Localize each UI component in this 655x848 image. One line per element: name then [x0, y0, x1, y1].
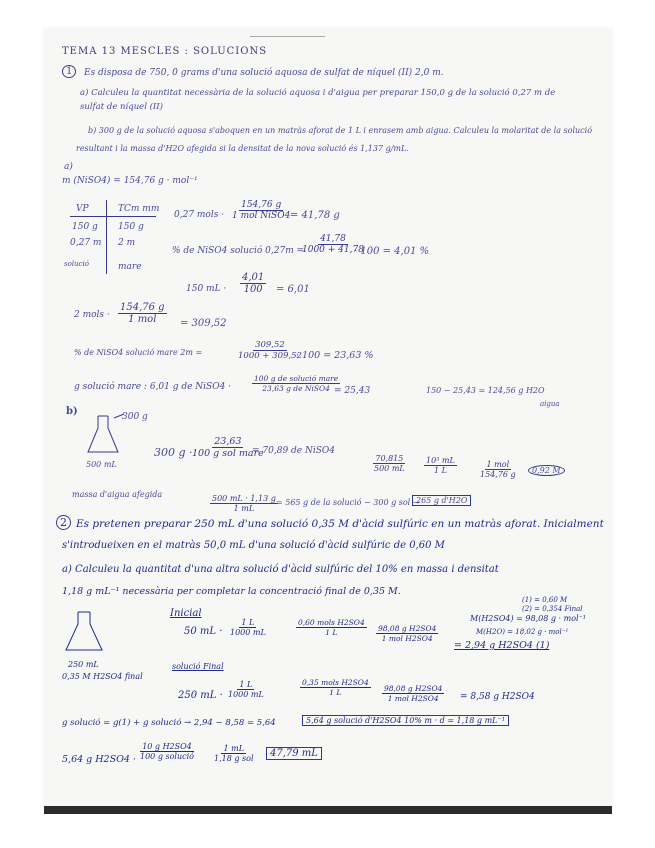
legend-4: M(H2O) = 18,02 g · mol⁻¹: [476, 628, 569, 636]
table-head-left: VP: [76, 204, 89, 214]
p2-calc4-fraction-2: 1 mL 1,18 g sol: [214, 744, 254, 763]
calc6-result: = 25,43: [334, 386, 371, 396]
table-head-right: TCm mm: [118, 204, 160, 214]
legend-3: M(H2SO4) = 98,08 g · mol⁻¹: [470, 614, 587, 623]
final-solution-label: solució Final: [172, 662, 224, 671]
calc9-label: massa d'aigua afegida: [72, 490, 163, 499]
p2-calc4-box: 47,79 mL: [266, 748, 322, 759]
p2-calc3: g solució = g(1) + g solució → 2,94 − 8,58 = 5,64: [62, 718, 276, 728]
calc1-fraction: 154,76 g 1 mol NiSO4: [232, 200, 291, 221]
calc7-prefix: 300 g ·: [154, 446, 193, 459]
calc8-fraction-2: $\frac{\text{10³ mL}}{1 L}$: [426, 456, 455, 475]
problem-2-statement-1: Es pretenen preparar 250 mL d'una solució 0,35 M d'àcid sulfúric en un matràs aforat. Inicialment: [76, 518, 604, 530]
calc8-fraction-1: $\frac{70,815}{500 mL}$: [374, 454, 405, 473]
calc8-fraction-3: 1 mol 154,76 g: [480, 460, 516, 479]
calc9-box: 265 g d'H2O: [412, 496, 471, 505]
calc5-prefix: % de NiSO4 solució mare 2m =: [74, 348, 203, 357]
table-row-3-left: solució: [64, 260, 89, 268]
p2-calc2-prefix: 250 mL ·: [178, 690, 223, 701]
table-row-1-left: 150 g: [72, 222, 98, 232]
table-row-1-right: 150 g: [118, 222, 144, 232]
p2-calc2-fraction-2: 0,35 mols H2SO4 1 L: [302, 678, 369, 697]
problem-2-statement-2: s'introdueixen en el matràs 50,0 mL d'una solució d'àcid sulfúric de 0,60 M: [62, 540, 445, 551]
problem-1-part-b-cont: resultant i la massa d'H2O afegida si la densitat de la nova solució és 1,137 g/mL.: [76, 144, 409, 153]
p2-calc4-fraction-1: 10 g H2SO4 100 g solució: [140, 742, 194, 761]
calc4-prefix: 2 mols ·: [74, 310, 110, 320]
problem-2-statement-3: a) Calculeu la quantitat d'una altra solució d'àcid sulfúric del 10% en massa i densitat: [62, 564, 499, 575]
calc6-fraction: 100 g de solució mare 23,63 g de NiSO4: [254, 374, 339, 393]
calc1-prefix: 0,27 mols ·: [174, 210, 225, 220]
flask-volume: 500 mL: [86, 460, 117, 469]
part-b-label: b): [66, 406, 78, 417]
p2-calc1-fraction-1: $\frac{1 L}{1000 mL}$: [230, 618, 266, 637]
molar-mass-niso4: m (NiSO4) = 154,76 g · mol⁻¹: [62, 176, 198, 186]
final-flask-volume: 250 mL: [68, 660, 99, 669]
calc3-prefix: 150 mL ·: [186, 284, 227, 294]
problem-1-part-a-cont: sulfat de níquel (II): [80, 102, 163, 112]
problem-1-part-a: a) Calculeu la quantitat necessària de la solució aquosa i d'aigua per preparar 150,0 g de la solució 0,27 m de: [80, 88, 556, 98]
p2-calc1-result: = 2,94 g H2SO4 (1): [454, 640, 550, 651]
calc7-fraction: 23,63 100 g sol mare: [192, 436, 264, 459]
p2-calc3-box: 5,64 g solució d'H2SO4 10% m · d = 1,18 g mL⁻¹: [302, 716, 509, 725]
p2-calc1-prefix: 50 mL ·: [184, 626, 223, 637]
problem-1-number: 1: [62, 66, 76, 77]
part-a-label: a): [64, 162, 73, 172]
calc9-result: = 565 g de la solució − 300 g sol →: [276, 498, 420, 507]
calc7-result: = 70,89 de NiSO4: [252, 446, 335, 456]
table-rule: [70, 216, 156, 217]
problem-2-number: 2: [56, 516, 71, 529]
p2-calc4-prefix: 5,64 g H2SO4 ·: [62, 754, 136, 765]
p2-calc2-fraction-1: $\frac{1 L}{1000 mL}$: [228, 680, 264, 699]
page-top-rule: [250, 36, 325, 37]
table-row-2-left: 0,27 m: [70, 238, 102, 248]
calc4-fraction: 154,76 g 1 mol: [120, 302, 165, 325]
flask-icon: [62, 610, 108, 658]
calc6-prefix: g solució mare : 6,01 g de NiSO4 ·: [74, 382, 232, 392]
calc3-fraction: $\frac{4,01}{100}$: [242, 272, 265, 295]
problem-1-statement: Es disposa de 750, 0 grams d'una solució aquosa de sulfat de níquel (II) 2,0 m.: [84, 68, 444, 78]
calc5-result: · 100 = 23,63 %: [296, 350, 374, 361]
calc6-water: 150 − 25,43 = 124,56 g H2O: [426, 386, 545, 395]
final-flask-label: 0,35 M H2SO4 final: [62, 672, 143, 681]
problem-2-statement-4: 1,18 g mL⁻¹ necessària per completar la concentració final de 0,35 M.: [62, 586, 401, 597]
calc1-result: = 41,78 g: [290, 210, 340, 221]
p2-calc2-fraction-3: 98,08 g H2SO4 1 mol H2SO4: [384, 684, 443, 703]
page-title: TEMA 13 MESCLES : SOLUCIONS: [62, 46, 268, 57]
p2-calc1-fraction-3: 98,08 g H2SO4 1 mol H2SO4: [378, 624, 437, 643]
table-divider: [106, 200, 107, 274]
calc2-fraction: $\frac{41,78}{1000 + 41,78}$: [302, 234, 364, 255]
table-row-2-right: 2 m: [118, 238, 136, 248]
p2-calc1-fraction-2: 0,60 mols H2SO4 1 L: [298, 618, 365, 637]
table-row-3-right: mare: [118, 262, 142, 272]
initial-label: Inicial: [170, 608, 202, 619]
flask-mass: 300 g: [122, 412, 148, 422]
page-bottom-edge: [44, 806, 612, 814]
calc8-result: 0,92 M: [528, 466, 565, 475]
p2-calc2-result: = 8,58 g H2SO4: [460, 692, 535, 702]
flask-icon: [84, 412, 124, 458]
calc4-result: = 309,52: [180, 318, 227, 329]
calc2-result: · 100 = 4,01 %: [354, 246, 430, 257]
calc9-fraction: $\frac{500 mL \cdot 1,13 g}{1 mL}$: [212, 494, 276, 513]
problem-1-part-b: b) 300 g de la solució aquosa s'aboquen en un matràs aforat de 1 L i enrasem amb aigua. Calculeu la molaritat de la solució: [88, 126, 593, 135]
calc2-prefix: % de NiSO4 solució 0,27m =: [172, 246, 305, 256]
calc3-result: = 6,01: [276, 284, 310, 295]
legend-1: (1) = 0,60 M: [522, 596, 568, 604]
calc6-water-label: aigua: [540, 400, 560, 408]
legend-2: (2) = 0,354 Final: [522, 605, 583, 613]
calc5-fraction: $\frac{309,52}{1000 + 309,52}$: [238, 340, 302, 361]
